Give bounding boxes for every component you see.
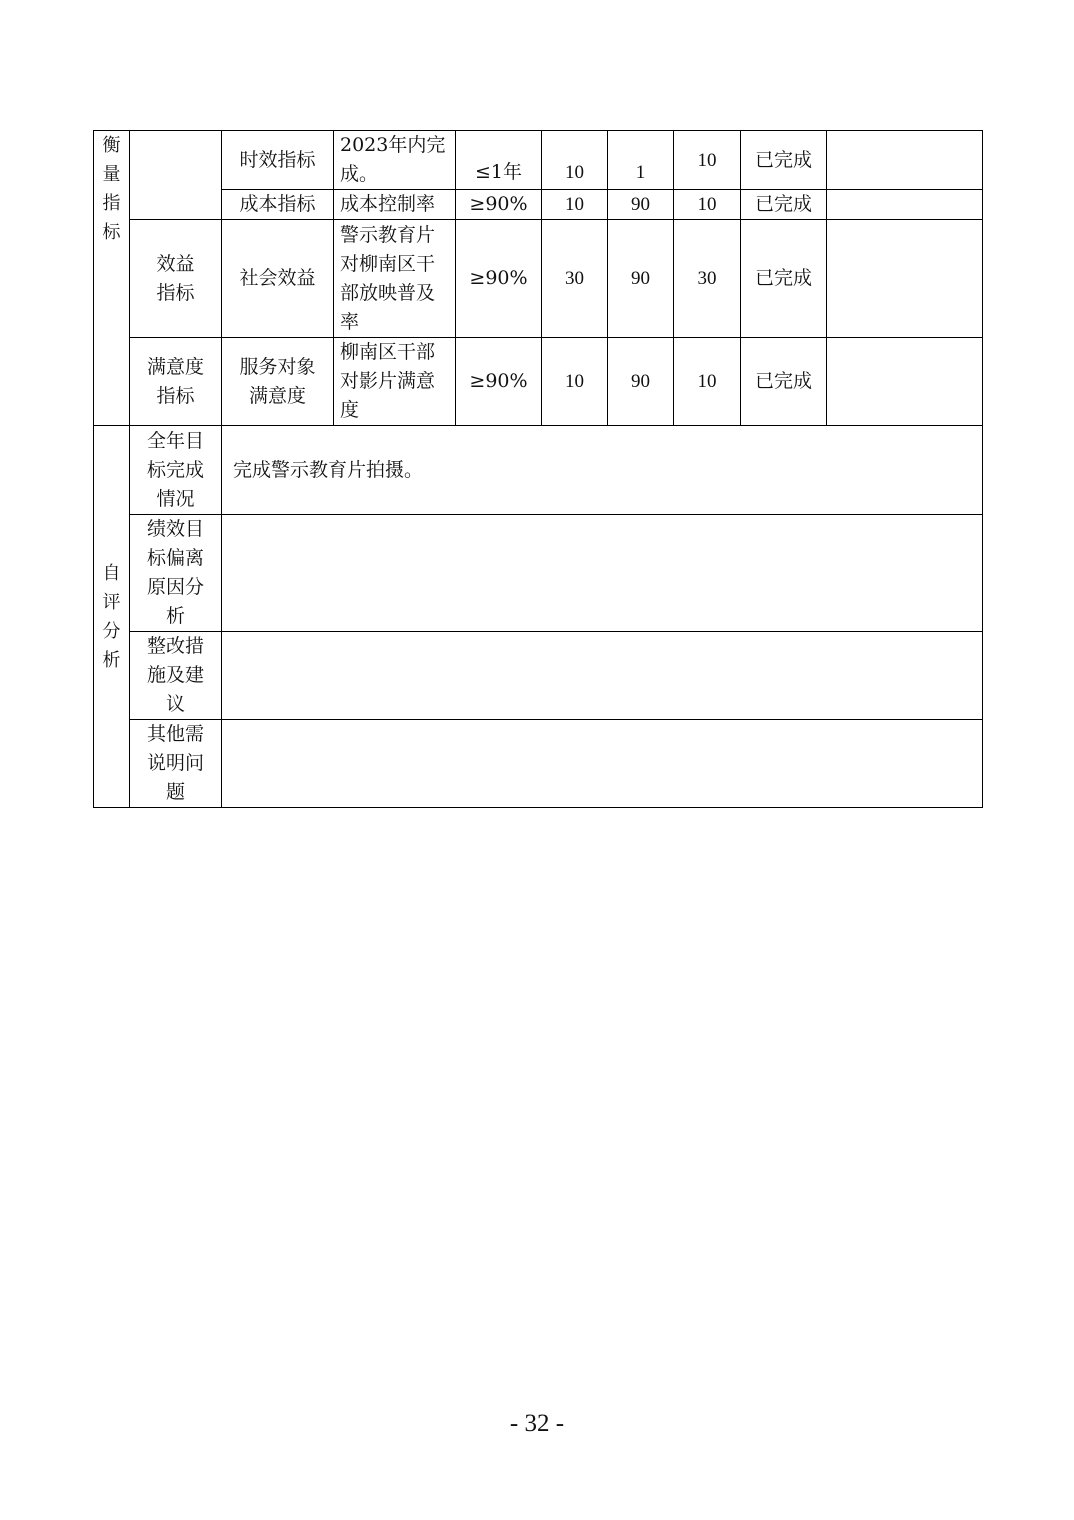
table-row — [94, 131, 983, 190]
level2-text: 满意度指标 — [147, 355, 205, 407]
score-cell: 10 — [674, 131, 741, 190]
table-row — [94, 220, 983, 338]
page-number: - 32 - — [509, 1410, 565, 1437]
eval-content-cell — [222, 632, 983, 720]
section-label-char: 指 — [102, 193, 121, 214]
table-row — [94, 338, 983, 426]
level2-cell — [130, 220, 222, 338]
score-cell: 30 — [674, 220, 741, 338]
table-row — [94, 190, 983, 220]
weight-cell: 30 — [542, 220, 608, 338]
self-eval-section-label — [94, 426, 130, 808]
score-cell: 10 — [674, 338, 741, 426]
table-row — [94, 515, 983, 632]
actual-cell: 1 — [608, 131, 674, 190]
target-cell: ≥90% — [456, 338, 542, 426]
level3-cell: 时效指标 — [222, 131, 334, 190]
eval-label-cell — [130, 720, 222, 808]
level3-cell: 社会效益 — [222, 220, 334, 338]
indicator-cell: 2023年内完成。 — [334, 131, 456, 190]
section-label-char: 评 — [102, 591, 121, 613]
level3-cell: 成本指标 — [222, 190, 334, 220]
section-label-char: 量 — [102, 164, 121, 185]
eval-label-text: 全年目标完成情况 — [147, 429, 205, 510]
status-cell: 已完成 — [741, 131, 827, 190]
eval-label-text: 整改措施及建议 — [147, 635, 205, 715]
section-label-char: 析 — [102, 649, 121, 671]
eval-label-text: 绩效目标偏离原因分析 — [147, 518, 205, 627]
level3-text: 服务对象满意度 — [239, 355, 316, 407]
section-label-char: 衡 — [102, 135, 121, 156]
indicator-cell: 柳南区干部对影片满意度 — [334, 338, 456, 426]
note-cell — [827, 190, 983, 220]
section-label-char: 分 — [102, 620, 121, 642]
target-cell: ≥90% — [456, 190, 542, 220]
level2-cell — [130, 338, 222, 426]
eval-content-cell: 完成警示教育片拍摄。 — [222, 426, 983, 515]
eval-label-cell — [130, 515, 222, 632]
indicator-cell: 警示教育片对柳南区干部放映普及率 — [334, 220, 456, 338]
actual-cell: 90 — [608, 220, 674, 338]
status-cell: 已完成 — [741, 338, 827, 426]
target-cell: ≥90% — [456, 220, 542, 338]
indicator-cell: 成本控制率 — [334, 190, 456, 220]
actual-cell: 90 — [608, 190, 674, 220]
eval-label-cell — [130, 426, 222, 515]
status-cell: 已完成 — [741, 220, 827, 338]
level2-cell — [130, 131, 222, 220]
table-row — [94, 426, 983, 515]
section-label-char: 标 — [102, 222, 121, 243]
eval-label-text: 其他需说明问题 — [147, 723, 205, 803]
weight-cell: 10 — [542, 190, 608, 220]
note-cell — [827, 131, 983, 190]
measure-section-label — [94, 131, 130, 426]
level2-text: 效益指标 — [156, 252, 195, 304]
table-row — [94, 632, 983, 720]
performance-table — [93, 130, 983, 808]
status-cell: 已完成 — [741, 190, 827, 220]
eval-label-cell — [130, 632, 222, 720]
actual-cell: 90 — [608, 338, 674, 426]
score-cell: 10 — [674, 190, 741, 220]
weight-cell: 10 — [542, 131, 608, 190]
note-cell — [827, 220, 983, 338]
weight-cell: 10 — [542, 338, 608, 426]
target-cell: ≤1年 — [456, 131, 542, 190]
section-label-char: 自 — [102, 562, 121, 584]
note-cell — [827, 338, 983, 426]
eval-content-cell — [222, 720, 983, 808]
eval-content-cell — [222, 515, 983, 632]
level3-cell — [222, 338, 334, 426]
table-row — [94, 720, 983, 808]
